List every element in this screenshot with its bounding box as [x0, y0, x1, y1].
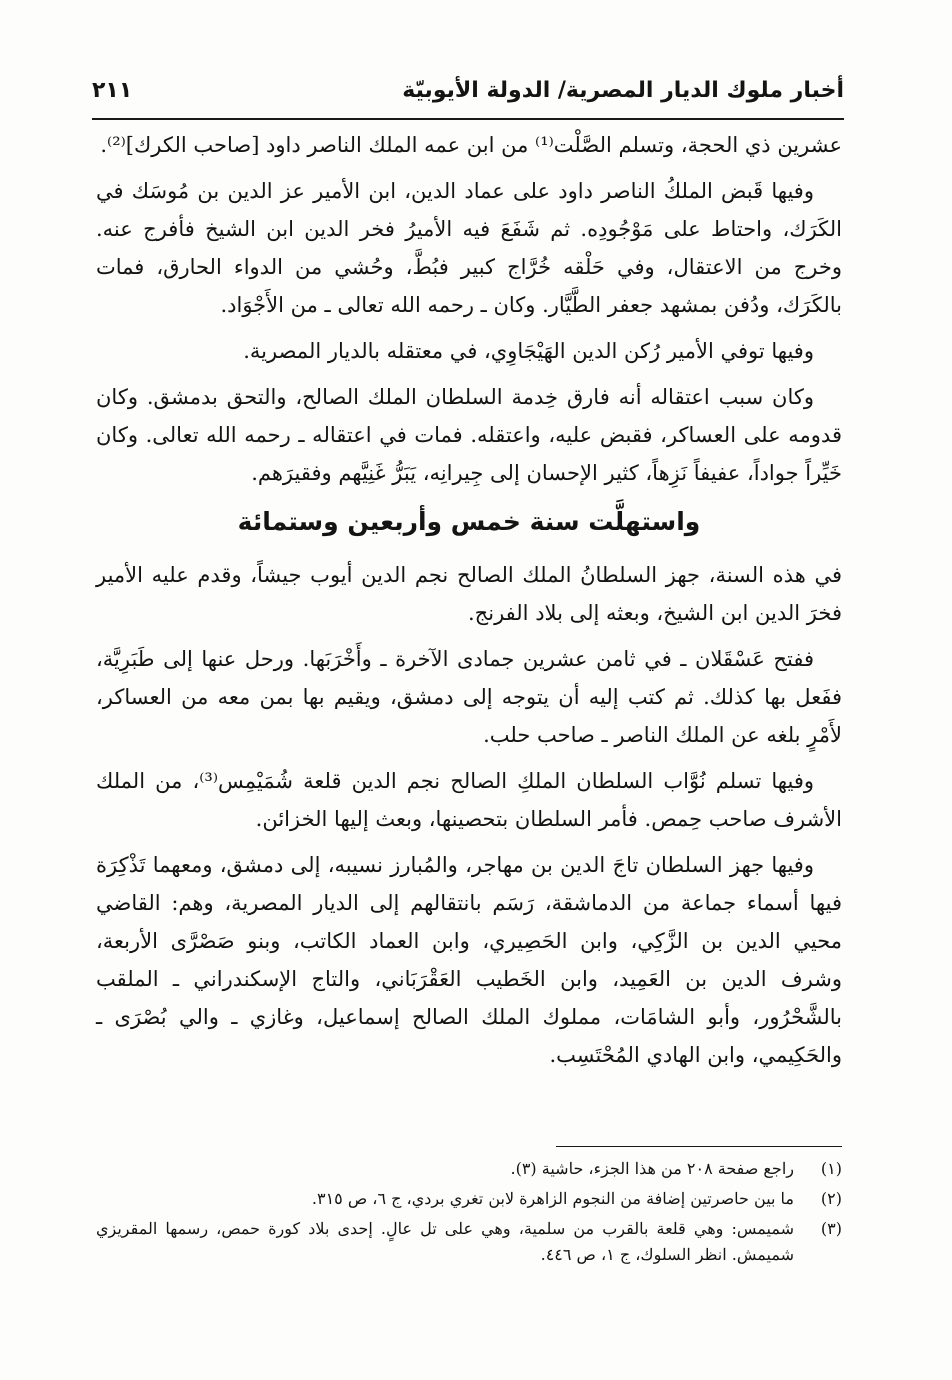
paragraph: وفيها توفي الأمير رُكن الدين الهَيْجَاوِي، في معتقله بالديار المصرية.	[243, 339, 814, 363]
footnote-text: شميمس: وهي قلعة بالقرب من سلمية، وهي على تل عالٍ. إحدى بلاد كورة حمص، رسمها المقريزي شميمش. انظر السلوك، ج ١، ص ٤٤٦.	[96, 1219, 794, 1264]
footnote	[96, 1216, 842, 1268]
paragraph: ففتح عَسْقَلان ـ في ثامن عشرين جمادى الآخرة ـ وأَخْرَبَها. ورحل عنها إلى طَبَرِيَّة، ففَعل بها كذلك. ثم كتب إليه أن يتوجه إلى دمشق، ويقيم بها بمن معه من العساكر، لأَمْرٍ بلغه عن الملك الناصر ـ صاحب حلب.	[96, 647, 842, 747]
footnote	[96, 1156, 842, 1182]
paragraph-continuation: عشرين ذي الحجة، وتسلم الصَّلْت⁽¹⁾ من ابن عمه الملك الناصر داود [صاحب الكرك]⁽²⁾.	[100, 133, 842, 157]
footnote-text: ما بين حاصرتين إضافة من النجوم الزاهرة لابن تغري بردي، ج ٦، ص ٣١٥.	[311, 1189, 794, 1208]
paragraph: وفيها تسلم نُوَّاب السلطان الملكِ الصالح نجم الدين قلعة شُمَيْمِس⁽³⁾، من الملك الأشرف صاحب حِمص. فأمر السلطان بتحصينها، وبعث إليها الخزائن.	[96, 769, 842, 831]
footnote	[96, 1186, 842, 1212]
paragraph: وكان سبب اعتقاله أنه فارق خِدمة السلطان الملك الصالح، والتحق بدمشق. وكان قدومه على العساكر، فقبض عليه، واعتقله. فمات في اعتقاله ـ رحمه الله تعالى. وكان خَيِّراً جواداً، عفيفاً نَزِهاً، كثير الإحسان إلى جِيرانِه، يَبَرُّ غَنِيَّهم وفقيرَهم.	[96, 385, 842, 485]
paragraph: في هذه السنة، جهز السلطانُ الملك الصالح نجم الدين أيوب جيشاً، وقدم عليه الأمير فخرَ الدين ابن الشيخ، وبعثه إلى بلاد الفرنج.	[96, 563, 842, 625]
running-title: أخبار ملوك الديار المصرية/ الدولة الأيوبيّة	[402, 78, 844, 103]
footnote-number: (١)	[820, 1159, 842, 1178]
paragraph: وفيها قَبض الملكُ الناصر داود على عماد الدين، ابن الأمير عز الدين بن مُوسَك في الكَرَك، واحتاط على مَوْجُودِه. ثم شَفَعَ فيه الأميرُ فخر الدين ابن الشيخ فأفرج عنه. وخرج من الاعتقال، وفي حَلْقه خُرَّاج كبير فبُطَّ، وحُشي من الدواء الحارق، فمات بالكَرَك، ودُفن بمشهد جعفر الطَّيَّار. وكان ـ رحمه الله تعالى ـ من الأَجْوَاد.	[96, 179, 842, 317]
footnote-number: (٣)	[820, 1219, 842, 1238]
paragraph: وفيها جهز السلطان تاجَ الدين بن مهاجر، والمُبارز نسيبه، إلى دمشق، ومعهما تَذْكِرَة فيها أسماء جماعة من الدماشقة، رَسَم بانتقالهم إلى الديار المصرية، وهم: القاضي محيي الدين بن الزَّكِي، وابن الحَصِيري، وابن العماد الكاتب، وبنو صَصْرَّى الأربعة، وشرف الدين بن العَمِيد، وابن الخَطيب العَقْرَبَاني، والتاج الإسكندراني ـ الملقب بالشَّحْرُور، وأبو الشامَات، مملوك الملك الصالح إسماعيل، وغازي ـ والي بُصْرَى ـ والحَكِيمي، وابن الهادي المُحْتَسِب.	[96, 853, 842, 1067]
year-heading: واستهلَّت سنة خمس وأربعين وستمائة	[237, 507, 701, 536]
page-header	[92, 70, 844, 120]
footnotes	[96, 1156, 842, 1272]
page-number: ٢١١	[92, 78, 133, 103]
page-body	[96, 126, 842, 1082]
footnote-number: (٢)	[820, 1189, 842, 1208]
footnote-separator	[556, 1146, 842, 1147]
footnote-text: راجع صفحة ٢٠٨ من هذا الجزء، حاشية (٣).	[510, 1159, 794, 1178]
